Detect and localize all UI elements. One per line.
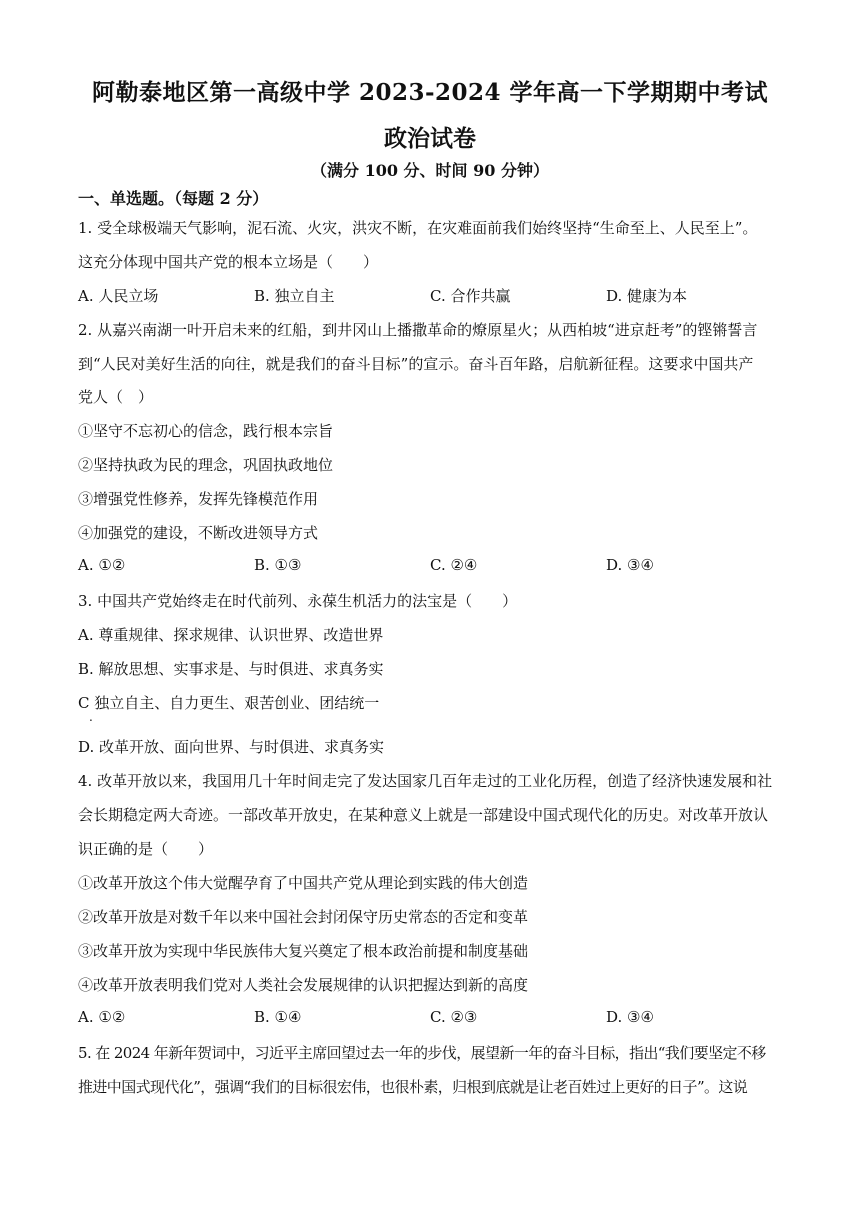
q4-option-b: B. ①④	[254, 1008, 302, 1026]
exam-info: （满分 100 分、时间 90 分钟）	[311, 161, 549, 180]
q3-option-c: C 独立自主、自力更生、艰苦创业、团结统一	[78, 694, 380, 712]
q4-option-a: A. ①②	[78, 1008, 126, 1026]
q1-option-d: D. 健康为本	[606, 287, 688, 305]
q2-option-a: A. ①②	[78, 556, 126, 574]
q2-item-1: ①坚守不忘初心的信念，践行根本宗旨	[78, 422, 334, 440]
q1-stem-line-2: 这充分体现中国共产党的根本立场是（ ）	[78, 253, 379, 271]
section-heading: 一、单选题。（每题 2 分）	[78, 189, 269, 208]
q2-stem-line-1: 2. 从嘉兴南湖一叶开启未来的红船，到井冈山上播撒革命的燎原星火；从西柏坡“进京赶考”的铿锵誓言	[78, 321, 758, 339]
exam-title: 阿勒泰地区第一高级中学 2023-2024 学年高一下学期期中考试	[91, 79, 769, 106]
q4-option-c: C. ②③	[430, 1008, 478, 1026]
q2-option-b: B. ①③	[254, 556, 302, 574]
q2-item-4: ④加强党的建设，不断改进领导方式	[78, 524, 319, 542]
q2-option-c: C. ②④	[430, 556, 478, 574]
q2-item-2: ②坚持执政为民的理念，巩固执政地位	[78, 456, 334, 474]
q4-item-4: ④改革开放表明我们党对人类社会发展规律的认识把握达到新的高度	[78, 976, 529, 994]
q4-item-2: ②改革开放是对数千年以来中国社会封闭保守历史常态的否定和变革	[78, 908, 529, 926]
q3-option-b: B. 解放思想、实事求是、与时俱进、求真务实	[78, 660, 384, 678]
q5-stem-line-1: 5. 在 2024 年新年贺词中，习近平主席回望过去一年的步伐，展望新一年的奋斗目标，指出“我们要坚定不移	[78, 1044, 766, 1062]
q4-option-d: D. ③④	[606, 1008, 654, 1026]
q4-stem-line-1: 4. 改革开放以来，我国用几十年时间走完了发达国家几百年走过的工业化历程，创造了经济快速发展和社	[78, 772, 773, 790]
q4-stem-line-3: 识正确的是（ ）	[78, 840, 214, 858]
q3-stem: 3. 中国共产党始终走在时代前列、永葆生机活力的法宝是（ ）	[78, 592, 518, 610]
exam-subject: 政治试卷	[384, 125, 476, 152]
q4-stem-line-2: 会长期稳定两大奇迹。一部改革开放史，在某种意义上就是一部建设中国式现代化的历史。对改革开放认	[78, 806, 769, 824]
q2-stem-line-3: 党人（ ）	[78, 388, 154, 406]
q4-item-3: ③改革开放为实现中华民族伟大复兴奠定了根本政治前提和制度基础	[78, 942, 529, 960]
q1-option-b: B. 独立自主	[254, 287, 335, 305]
q2-item-3: ③增强党性修养，发挥先锋模范作用	[78, 490, 319, 508]
q1-option-c: C. 合作共赢	[430, 287, 511, 305]
q4-item-1: ①改革开放这个伟大觉醒孕育了中国共产党从理论到实践的伟大创造	[78, 874, 529, 892]
q3-option-a: A. 尊重规律、探求规律、认识世界、改造世界	[78, 626, 384, 644]
q3-option-c-dot: .	[89, 710, 93, 724]
q1-stem-line-1: 1. 受全球极端天气影响，泥石流、火灾，洪灾不断，在灾难面前我们始终坚持“生命至上、人民至上”。	[78, 219, 758, 237]
q3-option-d: D. 改革开放、面向世界、与时俱进、求真务实	[78, 738, 385, 756]
q5-stem-line-2: 推进中国式现代化”，强调“我们的目标很宏伟，也很朴素，归根到底就是让老百姓过上更好的日子”。这说	[78, 1078, 748, 1096]
q2-stem-line-2: 到“人民对美好生活的向往，就是我们的奋斗目标”的宣示。奋斗百年路，启航新征程。这要求中国共产	[78, 355, 754, 373]
q2-option-d: D. ③④	[606, 556, 654, 574]
q1-option-a: A. 人民立场	[78, 287, 159, 305]
